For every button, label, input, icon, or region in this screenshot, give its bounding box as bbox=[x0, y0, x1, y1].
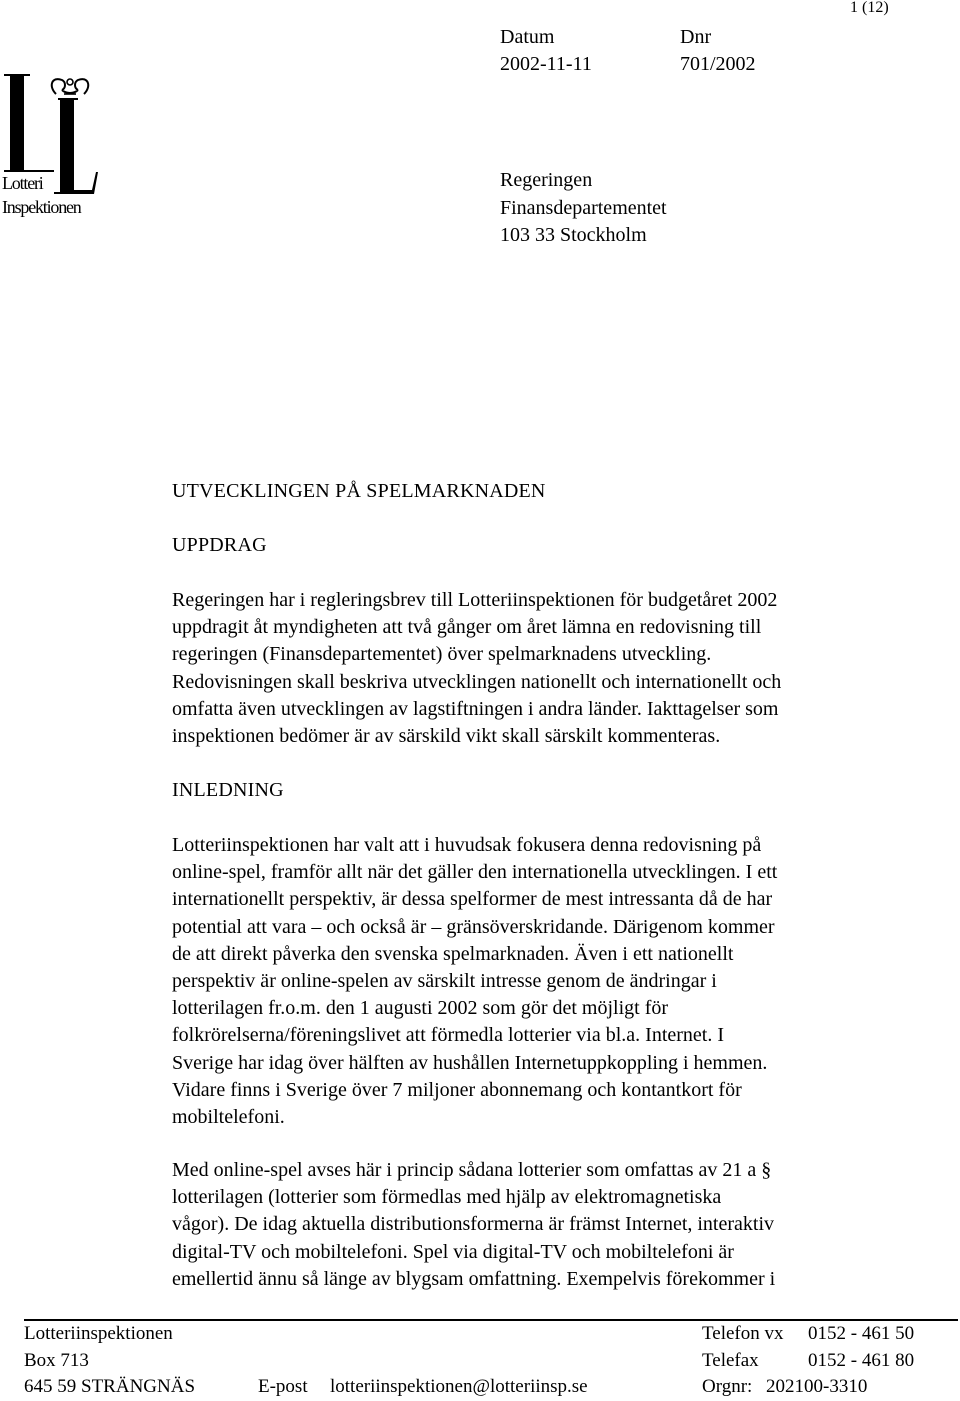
dnr-value: 701/2002 bbox=[680, 53, 756, 75]
logo-word-lotteri: Lotteri bbox=[2, 173, 43, 193]
recipient-line: Regeringen bbox=[500, 169, 593, 191]
section-heading-inledning: INLEDNING bbox=[172, 779, 284, 801]
text-line: mobiltelefoni. bbox=[172, 1106, 285, 1129]
text-line: regeringen (Finansdepartementet) över spelmarknadens utveckling. bbox=[172, 643, 712, 666]
text-line: Med online-spel avses här i princip sådana lotterier som omfattas av 21 a § bbox=[172, 1159, 772, 1181]
recipient-line: 103 33 Stockholm bbox=[500, 224, 647, 246]
document-title: UTVECKLINGEN PÅ SPELMARKNADEN bbox=[172, 480, 546, 502]
section-heading-uppdrag: UPPDRAG bbox=[172, 534, 267, 556]
text-line: vågor). De idag aktuella distributionsformerna är främst Internet, interaktiv bbox=[172, 1213, 775, 1236]
datum-label: Datum bbox=[500, 26, 555, 48]
section-inledning-para1 bbox=[172, 832, 902, 1131]
text-line: emellertid ännu så länge av blygsam omfattning. Exempelvis förekommer i bbox=[172, 1267, 776, 1290]
lotteriinspektionen-logo bbox=[0, 72, 110, 222]
text-line: inspektionen bedömer är av särskild vikt skall särskilt kommenteras. bbox=[172, 725, 721, 748]
text-line: online-spel, framför allt när det gäller den internationella utvecklingen. I ett bbox=[172, 861, 778, 884]
datum-value: 2002-11-11 bbox=[500, 53, 592, 75]
logo-word-inspektionen: Inspektionen bbox=[2, 197, 81, 217]
footer-email[interactable]: lotteriinspektionen@lotteriinsp.se bbox=[330, 1376, 588, 1397]
text-line: digital-TV och mobiltelefoni. Spel via digital-TV och mobiltelefoni är bbox=[172, 1240, 734, 1263]
text-line: Lotteriinspektionen har valt att i huvudsak fokusera denna redovisning på bbox=[172, 834, 762, 856]
text-line: Sverige har idag över hälften av hushållen Internetuppkoppling i hemmen. bbox=[172, 1051, 768, 1074]
text-line: folkrörelserna/föreningslivet att förmedla lotterier via bl.a. Internet. I bbox=[172, 1024, 725, 1047]
text-line: Regeringen har i regleringsbrev till Lotteriinspektionen för budgetåret 2002 bbox=[172, 589, 778, 611]
section-uppdrag-body bbox=[172, 587, 902, 750]
footer-email-label: E-post bbox=[258, 1376, 308, 1397]
text-line: de att direkt påverka den svenska spelmarknaden. Även i ett nationellt bbox=[172, 942, 734, 965]
recipient-address bbox=[500, 167, 667, 250]
section-inledning-para2 bbox=[172, 1157, 902, 1293]
dnr-label: Dnr bbox=[680, 26, 712, 48]
text-line: perspektiv är online-spelen av särskilt intresse genom de ändringar i bbox=[172, 970, 717, 993]
footer-phone: 0152 - 461 50 bbox=[808, 1323, 915, 1344]
footer-box: Box 713 bbox=[24, 1350, 89, 1371]
text-line: uppdragit åt myndigheten att två gånger om året lämna en redovisning till bbox=[172, 616, 762, 639]
footer-orgnr: 202100-3310 bbox=[766, 1376, 868, 1397]
footer-phone-label: Telefon vx bbox=[702, 1323, 784, 1344]
text-line: omfatta även utvecklingen av lagstiftningen i andra länder. Iakttagelser som bbox=[172, 697, 779, 720]
text-line: potential att vara – och också är – gränsöverskridande. Därigenom kommer bbox=[172, 915, 775, 938]
footer-org: Lotteriinspektionen bbox=[24, 1323, 173, 1344]
text-line: Redovisningen skall beskriva utvecklingen nationellt och internationellt och bbox=[172, 670, 782, 693]
text-line: lotterilagen fr.o.m. den 1 augusti 2002 som gör det möjligt för bbox=[172, 997, 669, 1020]
recipient-line: Finansdepartementet bbox=[500, 196, 667, 219]
text-line: internationellt perspektiv, är dessa spelformer de mest intressanta då de har bbox=[172, 888, 773, 911]
footer-city: 645 59 STRÄNGNÄS bbox=[24, 1376, 196, 1397]
footer-fax-label: Telefax bbox=[702, 1350, 759, 1371]
text-line: Vidare finns i Sverige över 7 miljoner abonnemang och kontantkort för bbox=[172, 1078, 742, 1101]
footer-fax: 0152 - 461 80 bbox=[808, 1350, 915, 1371]
text-line: lotterilagen (lotterier som förmedlas med hjälp av elektromagnetiska bbox=[172, 1186, 722, 1209]
page-number: 1 (12) bbox=[850, 0, 889, 16]
footer-orgnr-label: Orgnr: bbox=[702, 1376, 753, 1397]
